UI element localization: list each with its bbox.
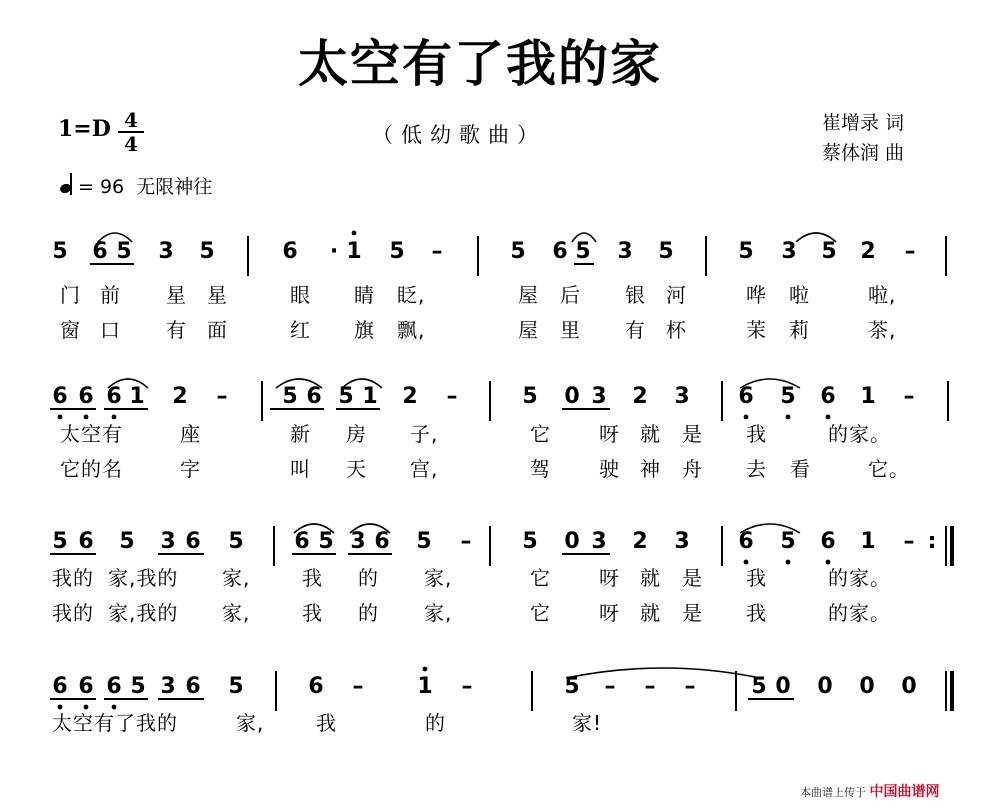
lyric-verse-1: 家, [236,711,265,735]
note: – [903,384,915,409]
note: 5 [575,239,591,264]
lyric-verse-2: 字 [180,457,201,481]
lyric-verse-1: 屋 [518,283,539,307]
note: 3 [160,674,176,699]
note: – [604,674,616,699]
note: 0 [564,529,580,554]
lyric-verse-2: 就 [640,601,661,625]
upload-footer [800,781,940,801]
note: 5 [658,239,674,264]
lyric-verse-2: 看 [790,457,811,481]
note: 6 [738,529,754,554]
octave-dot [112,705,117,710]
note: 5 [119,529,135,554]
lyric-verse-2: 驶 [599,457,620,481]
lyric-verse-2: 的 [358,601,379,625]
lyric-verse-2: 宫, [410,457,439,481]
note: 6 [294,529,310,554]
note: 6 [552,239,568,264]
octave-dot [826,415,831,420]
note: 3 [591,529,607,554]
note: 5 [228,529,244,554]
lyric-verse-1: 家, [424,566,453,590]
note: – [460,529,472,554]
note: 1 [860,384,876,409]
note: 3 [158,239,174,264]
lyric-verse-2: 茶, [868,318,897,342]
note: 3 [781,239,797,264]
lyric-verse-1: 后 [560,283,581,307]
note: 5 [282,384,298,409]
note: – [446,384,458,409]
lyric-verse-1: 新 [290,422,311,446]
lyric-verse-2: 莉 [789,318,810,342]
note: 2 [632,384,648,409]
octave-dot [744,560,749,565]
lyric-verse-1: 就 [640,566,661,590]
note: 6 [820,529,836,554]
note: 5 [821,239,837,264]
note: 6 [78,384,94,409]
lyric-verse-2: 天 [346,457,367,481]
note: 5 [318,529,334,554]
lyric-verse-2: 去 [746,457,767,481]
lyric-verse-1: 银 [625,283,646,307]
note: 3 [674,529,690,554]
note: 5 [416,529,432,554]
lyric-verse-1: 哗 [746,283,767,307]
lyric-verse-1: 门 [60,283,81,307]
lyric-verse-1: 眼 [290,283,311,307]
note: – [352,674,364,699]
octave-dot [786,415,791,420]
lyric-verse-1: 呀 [599,422,620,446]
score-row-1 [52,236,946,342]
lyric-verse-2: 口 [100,318,121,342]
slur [566,668,760,678]
octave-dot [58,705,63,710]
note: 5 [510,239,526,264]
lyric-verse-1: 河 [666,283,687,307]
note: 0 [859,674,875,699]
lyric-verse-2: 旗 [354,318,375,342]
note: 1 [346,239,362,264]
lyric-verse-2: 它 [530,601,551,625]
lyric-verse-1: 我 [746,566,767,590]
note: 2 [860,239,876,264]
note: 6 [820,384,836,409]
tempo-value: = 96 [78,176,125,198]
note: 6 [78,529,94,554]
footer-label: 本曲谱上传于 [800,786,866,799]
note: 5 [199,239,215,264]
note: 3 [617,239,633,264]
score-row-3 [52,526,952,625]
note: 1 [362,384,378,409]
lyric-verse-2: 窗 [60,318,81,342]
note: 6 [106,384,122,409]
lyric-verse-1: 是 [682,422,703,446]
lyric-verse-2: 里 [560,318,581,342]
note: 5 [564,674,580,699]
note: 2 [172,384,188,409]
lyric-verse-1: 它 [530,422,551,446]
note: – [903,529,915,554]
lyric-verse-1: 太空有 [60,422,123,446]
octave-dot [786,560,791,565]
note: 5 [522,384,538,409]
time-signature-bottom: 4 [124,132,138,156]
lyric-verse-2: 茉 [746,318,767,342]
lyricist-credit: 崔增录 词 [822,112,905,134]
lyric-verse-2: 我 [302,601,323,625]
lyric-verse-2: 红 [290,318,311,342]
note: – [644,674,656,699]
site-logo: 中国曲谱网 [869,784,940,800]
note: 6 [738,384,754,409]
note: 2 [632,529,648,554]
note: 5 [116,239,132,264]
lyric-verse-1: 我的 [52,566,94,590]
note: – [431,239,443,264]
note: 5 [52,529,68,554]
note: – [904,239,916,264]
lyric-verse-1: 家, [222,566,251,590]
note: – [684,674,696,699]
lyric-verse-2: 屋 [518,318,539,342]
note: 3 [674,384,690,409]
note: 6 [78,674,94,699]
octave-dot [58,415,63,420]
lyric-verse-1: 家,我的 [108,566,179,590]
lyric-verse-2: 它的名 [60,457,123,481]
note: 5 [389,239,405,264]
note: 6 [282,239,298,264]
lyric-verse-1: 星 [166,283,187,307]
lyric-verse-2: 家, [424,601,453,625]
lyric-verse-2: 杯 [666,318,687,342]
note: · [329,239,339,264]
note: 1 [417,674,433,699]
note: 5 [130,674,146,699]
note: – [216,384,228,409]
note: 6 [92,239,108,264]
lyric-verse-1: 太空有了我的 [52,711,178,735]
octave-dot [112,415,117,420]
note: 3 [350,529,366,554]
octave-dot [423,667,428,672]
note: 6 [374,529,390,554]
lyric-verse-2: 有 [166,318,187,342]
lyric-verse-2: 它。 [868,457,910,481]
note: 3 [160,529,176,554]
lyric-verse-2: 叫 [290,457,311,481]
note: 6 [185,529,201,554]
note: 1 [129,384,145,409]
note: 0 [901,674,917,699]
lyric-verse-2: 家,我的 [108,601,179,625]
lyric-verse-1: 是 [682,566,703,590]
score-row-2 [52,381,948,481]
song-title: 太空有了我的家 [298,35,662,93]
lyric-verse-2: 舟 [682,457,703,481]
note: – [461,674,473,699]
note: 6 [185,674,201,699]
lyric-verse-1: 它 [530,566,551,590]
note: 6 [52,674,68,699]
lyric-verse-1: 的家。 [828,422,891,446]
lyric-verse-1: 啦, [868,283,897,307]
note: 0 [564,384,580,409]
lyric-verse-1: 呀 [599,566,620,590]
lyric-verse-2: 家, [222,601,251,625]
lyric-verse-1: 就 [640,422,661,446]
note: 5 [338,384,354,409]
lyric-verse-1: 的 [425,711,446,735]
lyric-verse-2: 我的 [52,601,94,625]
lyric-verse-1: 的家。 [828,566,891,590]
octave-dot [84,705,89,710]
lyric-verse-2: 有 [625,318,646,342]
lyric-verse-1: 家! [572,711,603,735]
octave-dot [84,415,89,420]
lyric-verse-2: 我 [746,601,767,625]
tempo-expression: 无限神往 [136,176,213,198]
note: 0 [817,674,833,699]
lyric-verse-1: 房 [346,422,367,446]
note: 5 [738,239,754,264]
lyric-verse-2: 的家。 [828,601,891,625]
lyric-verse-2: 面 [207,318,228,342]
song-subtitle: （低幼歌曲） [372,123,546,147]
lyric-verse-1: 座 [180,422,201,446]
lyric-verse-1: 星 [207,283,228,307]
note: 1 [860,529,876,554]
lyric-verse-2: 驾 [530,457,551,481]
note: 5 [751,674,767,699]
note: 5 [522,529,538,554]
lyric-verse-1: 子, [410,422,439,446]
lyric-verse-1: 眨, [397,283,426,307]
lyric-verse-2: 飘, [397,318,426,342]
lyric-verse-2: 是 [682,601,703,625]
key-signature: 1=D [58,116,111,142]
note: : [927,529,937,554]
composer-credit: 蔡体润 曲 [822,142,905,164]
note: 6 [52,384,68,409]
score-row-4 [52,671,952,735]
lyric-verse-1: 前 [100,283,121,307]
lyric-verse-1: 我 [316,711,337,735]
lyric-verse-1: 睛 [354,283,375,307]
lyric-verse-2: 神 [640,457,661,481]
time-signature-top: 4 [124,108,138,132]
lyric-verse-1: 我 [302,566,323,590]
lyric-verse-1: 啦 [789,283,810,307]
lyric-verse-1: 我 [746,422,767,446]
note: 0 [775,674,791,699]
note: 5 [780,529,796,554]
lyric-verse-1: 的 [358,566,379,590]
note: 5 [780,384,796,409]
octave-dot [352,231,357,236]
note: 6 [306,384,322,409]
note: 5 [52,239,68,264]
note: 2 [402,384,418,409]
lyric-verse-2: 呀 [599,601,620,625]
note: 6 [106,674,122,699]
note: 3 [591,384,607,409]
octave-dot [744,415,749,420]
octave-dot [826,560,831,565]
note: 6 [308,674,324,699]
note: 5 [228,674,244,699]
